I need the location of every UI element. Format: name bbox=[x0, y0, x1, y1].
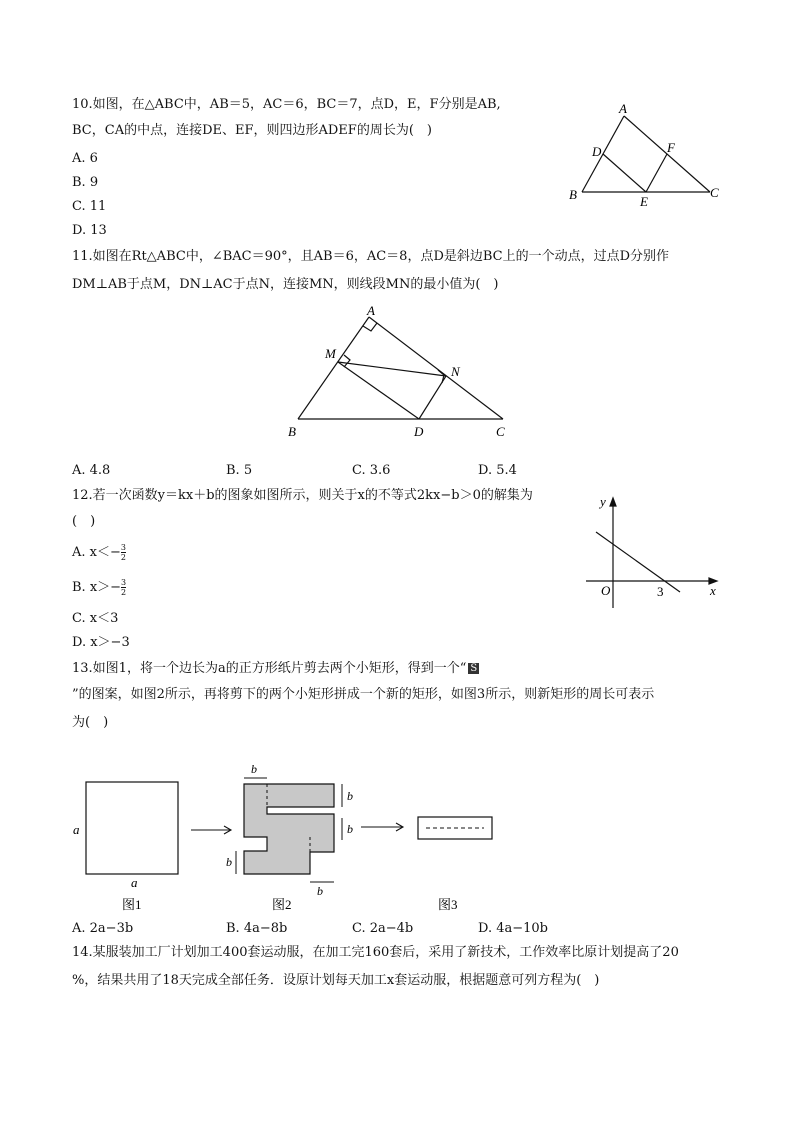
q10-line1: 10.如图，在△ABC中，AB＝5，AC＝6，BC＝7，点D，E，F分别是AB, bbox=[72, 97, 501, 112]
label-f: F bbox=[667, 140, 675, 155]
q11-option-d: D. 5.4 bbox=[478, 463, 517, 478]
q12-option-b-denominator: 2 bbox=[121, 588, 127, 597]
label-c: C bbox=[496, 424, 505, 439]
q13-line1 bbox=[72, 660, 479, 678]
fig1-bottom-label: a bbox=[131, 875, 138, 890]
q13-option-a: A. 2a−3b bbox=[72, 921, 134, 936]
label-y: y bbox=[600, 494, 606, 509]
fig1-side-label: a bbox=[73, 822, 80, 837]
fig2-b-right-1: b bbox=[347, 789, 353, 803]
fig1-square bbox=[86, 782, 178, 874]
q13-option-b: B. 4a−8b bbox=[226, 921, 288, 936]
q10-option-b: B. 9 bbox=[72, 175, 99, 190]
q10-line2: BC，CA的中点，连接DE、EF，则四边形ADEF的周长为( ) bbox=[72, 123, 432, 138]
q12-option-d: D. x＞−3 bbox=[72, 635, 130, 650]
right-angle-a bbox=[363, 323, 377, 331]
label-b: B bbox=[288, 424, 296, 439]
fig2-b-left: b bbox=[226, 855, 232, 869]
segment-ef bbox=[646, 154, 667, 192]
label-e: E bbox=[640, 194, 648, 209]
q12-option-a-denominator: 2 bbox=[120, 553, 126, 562]
q11-option-b: B. 5 bbox=[226, 463, 253, 478]
q14-line2: %，结果共用了18天完成全部任务．设原计划每天加工x套运动服，根据题意可列方程为( ) bbox=[72, 973, 600, 988]
fig1-caption: 图1 bbox=[122, 897, 142, 912]
q12-line1: 12.若一次函数y＝kx＋b的图象如图所示，则关于x的不等式2kx−b＞0的解集为 bbox=[72, 488, 533, 503]
q12-option-a-prefix: A. x＜− bbox=[72, 545, 121, 560]
q11-option-c: C. 3.6 bbox=[352, 463, 391, 478]
q12-option-b bbox=[72, 578, 126, 597]
q13-line2: ”的图案，如图2所示，再将剪下的两个小矩形拼成一个新的矩形，如图3所示，则新矩形的周长可表示 bbox=[72, 687, 655, 702]
q10-triangle-figure bbox=[560, 100, 740, 210]
q11-triangle-figure bbox=[280, 300, 520, 445]
right-angle-n bbox=[438, 370, 444, 383]
q12-option-a bbox=[72, 543, 126, 562]
label-n: N bbox=[451, 364, 460, 379]
right-angle-m bbox=[344, 355, 350, 367]
fig3-caption: 图3 bbox=[438, 897, 458, 912]
fig2-b-bottom: b bbox=[317, 884, 323, 898]
q12-graph-figure bbox=[580, 492, 730, 612]
label-m: M bbox=[325, 346, 336, 361]
label-a: A bbox=[367, 303, 375, 318]
segment-de bbox=[603, 154, 646, 192]
edge-ac bbox=[369, 317, 503, 419]
label-c: C bbox=[710, 185, 719, 200]
q13-line3: 为( ) bbox=[72, 715, 109, 730]
q12-option-b-prefix: B. x＞− bbox=[72, 580, 122, 595]
q12-option-a-numerator: 3 bbox=[120, 543, 126, 552]
label-origin: O bbox=[601, 583, 611, 598]
q12-option-c: C. x＜3 bbox=[72, 611, 119, 626]
q14-line1: 14.某服装加工厂计划加工400套运动服，在加工完160套后，采用了新技术，工作效率比原计划提高了20 bbox=[72, 945, 679, 960]
s-shape-icon: S bbox=[468, 663, 479, 674]
fig2-caption: 图2 bbox=[272, 897, 292, 912]
q12-line2: ( ) bbox=[72, 514, 96, 529]
fig2-b-right-2: b bbox=[347, 822, 353, 836]
fig2-b-top: b bbox=[251, 762, 257, 776]
label-b: B bbox=[569, 187, 577, 202]
label-three: 3 bbox=[657, 584, 664, 599]
edge-ba bbox=[298, 317, 369, 419]
q13-option-c: C. 2a−4b bbox=[352, 921, 414, 936]
fig2-s-shape bbox=[244, 784, 334, 874]
q12-option-b-numerator: 3 bbox=[121, 578, 127, 587]
q13-figures bbox=[64, 760, 504, 916]
q10-option-c: C. 11 bbox=[72, 199, 107, 214]
label-x: x bbox=[710, 583, 716, 598]
q13-line1-text: 13.如图1，将一个边长为a的正方形纸片剪去两个小矩形，得到一个“ bbox=[72, 661, 467, 676]
q10-option-d: D. 13 bbox=[72, 223, 107, 238]
y-axis-arrow bbox=[610, 498, 616, 506]
label-d: D bbox=[414, 424, 424, 439]
q10-option-a: A. 6 bbox=[72, 151, 98, 166]
q11-line1: 11.如图在Rt△ABC中，∠BAC＝90°，且AB＝6，AC＝8，点D是斜边BC上的一个动点，过点D分别作 bbox=[72, 249, 670, 264]
label-a: A bbox=[619, 101, 627, 116]
q11-option-a: A. 4.8 bbox=[72, 463, 111, 478]
label-d: D bbox=[592, 144, 602, 159]
q13-option-d: D. 4a−10b bbox=[478, 921, 549, 936]
q11-line2: DM⊥AB于点M，DN⊥AC于点N，连接MN，则线段MN的最小值为( ) bbox=[72, 277, 499, 292]
